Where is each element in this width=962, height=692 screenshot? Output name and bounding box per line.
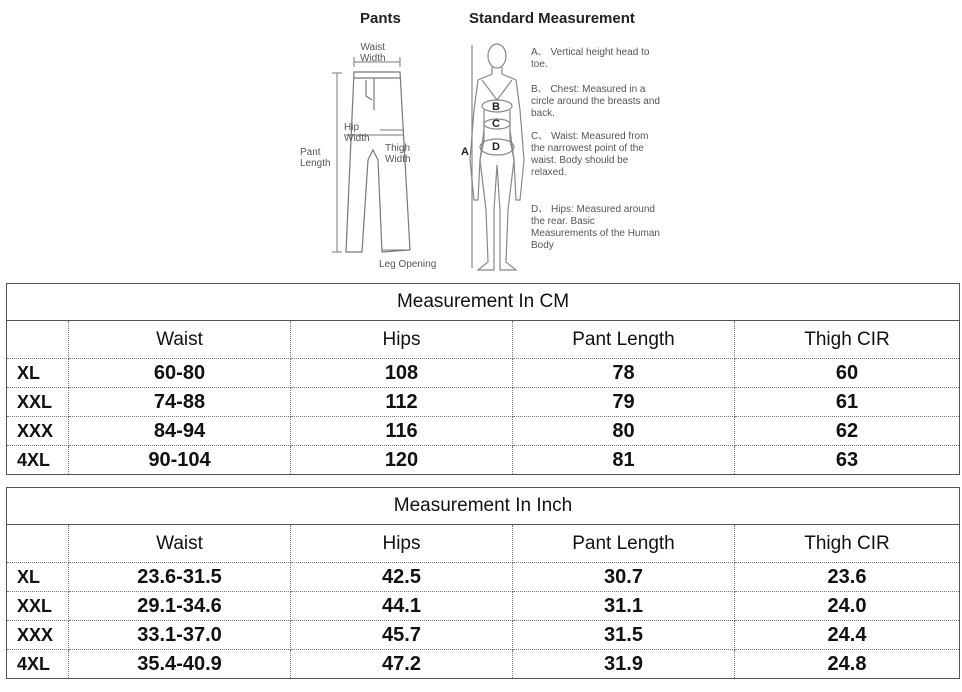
- table-row: [7, 359, 960, 388]
- table-caption: Measurement In Inch: [7, 488, 960, 525]
- header-cell: [7, 321, 69, 359]
- table-caption-row: [7, 488, 960, 525]
- table-cell: 24.0: [735, 592, 960, 621]
- size-label: XL: [7, 563, 69, 592]
- table-cell: 84-94: [69, 417, 291, 446]
- table-cell: 60: [735, 359, 960, 388]
- table-cell: 42.5: [291, 563, 513, 592]
- note-d: D、 Hips: Measured around the rear. Basic Measurements of the Human Body: [531, 204, 660, 251]
- header-cell: [7, 525, 69, 563]
- table-cell: 30.7: [513, 563, 735, 592]
- table-cell: 23.6: [735, 563, 960, 592]
- table-row: [7, 621, 960, 650]
- human-body-outline-icon: [470, 44, 524, 270]
- table-cell: 44.1: [291, 592, 513, 621]
- waist-width-label: Waist Width: [360, 42, 386, 64]
- note-a: A、 Vertical height head to toe.: [531, 47, 650, 70]
- table-cell: 62: [735, 417, 960, 446]
- diagram-drawing: [0, 0, 962, 280]
- thigh-width-label: Thigh Width: [385, 143, 411, 165]
- table-caption: Measurement In CM: [7, 284, 960, 321]
- size-label: 4XL: [7, 446, 69, 475]
- table-cell: 90-104: [69, 446, 291, 475]
- header-cell: Pant Length: [513, 321, 735, 359]
- table-cell: 120: [291, 446, 513, 475]
- table-row: [7, 650, 960, 679]
- cm-size-table: [6, 283, 960, 475]
- table-cell: 31.5: [513, 621, 735, 650]
- table-cell: 45.7: [291, 621, 513, 650]
- table-cell: 60-80: [69, 359, 291, 388]
- header-cell: Thigh CIR: [735, 525, 960, 563]
- table-row: [7, 388, 960, 417]
- note-c: C、 Waist: Measured from the narrowest point of the waist. Body should be relaxed.: [531, 131, 649, 178]
- table-cell: 31.9: [513, 650, 735, 679]
- header-cell: Pant Length: [513, 525, 735, 563]
- body-letter-b: B: [492, 101, 500, 113]
- leg-opening-label: Leg Opening: [379, 259, 437, 270]
- size-label: XXX: [7, 621, 69, 650]
- table-cell: 108: [291, 359, 513, 388]
- table-cell: 35.4-40.9: [69, 650, 291, 679]
- header-cell: Waist: [69, 525, 291, 563]
- header-cell: Hips: [291, 321, 513, 359]
- table-row: [7, 417, 960, 446]
- hip-width-label: Hip Width: [344, 122, 370, 144]
- table-cell: 74-88: [69, 388, 291, 417]
- table-cell: 116: [291, 417, 513, 446]
- table-cell: 112: [291, 388, 513, 417]
- table-cell: 81: [513, 446, 735, 475]
- table-cell: 78: [513, 359, 735, 388]
- pants-title: Pants: [360, 10, 401, 27]
- table-cell: 33.1-37.0: [69, 621, 291, 650]
- table-row: [7, 563, 960, 592]
- table-cell: 24.4: [735, 621, 960, 650]
- table-cell: 23.6-31.5: [69, 563, 291, 592]
- size-label: XXL: [7, 592, 69, 621]
- inch-size-table: [6, 487, 960, 679]
- standard-measurement-title: Standard Measurement: [469, 10, 635, 27]
- header-cell: Waist: [69, 321, 291, 359]
- body-letter-d: D: [492, 141, 500, 153]
- note-b: B、 Chest: Measured in a circle around the breasts and back.: [531, 84, 660, 119]
- pant-length-label: Pant Length: [300, 147, 331, 169]
- size-label: XXX: [7, 417, 69, 446]
- body-letter-a: A: [461, 146, 469, 158]
- table-caption-row: [7, 284, 960, 321]
- table-cell: 24.8: [735, 650, 960, 679]
- table-row: [7, 592, 960, 621]
- table-cell: 63: [735, 446, 960, 475]
- table-cell: 79: [513, 388, 735, 417]
- table-cell: 80: [513, 417, 735, 446]
- header-cell: Thigh CIR: [735, 321, 960, 359]
- body-letter-c: C: [492, 118, 500, 130]
- table-row: [7, 446, 960, 475]
- table-header-row: [7, 525, 960, 563]
- size-label: XXL: [7, 388, 69, 417]
- table-cell: 61: [735, 388, 960, 417]
- table-header-row: [7, 321, 960, 359]
- header-cell: Hips: [291, 525, 513, 563]
- size-label: XL: [7, 359, 69, 388]
- size-label: 4XL: [7, 650, 69, 679]
- table-cell: 47.2: [291, 650, 513, 679]
- table-cell: 29.1-34.6: [69, 592, 291, 621]
- measurement-diagram: [0, 0, 962, 280]
- table-cell: 31.1: [513, 592, 735, 621]
